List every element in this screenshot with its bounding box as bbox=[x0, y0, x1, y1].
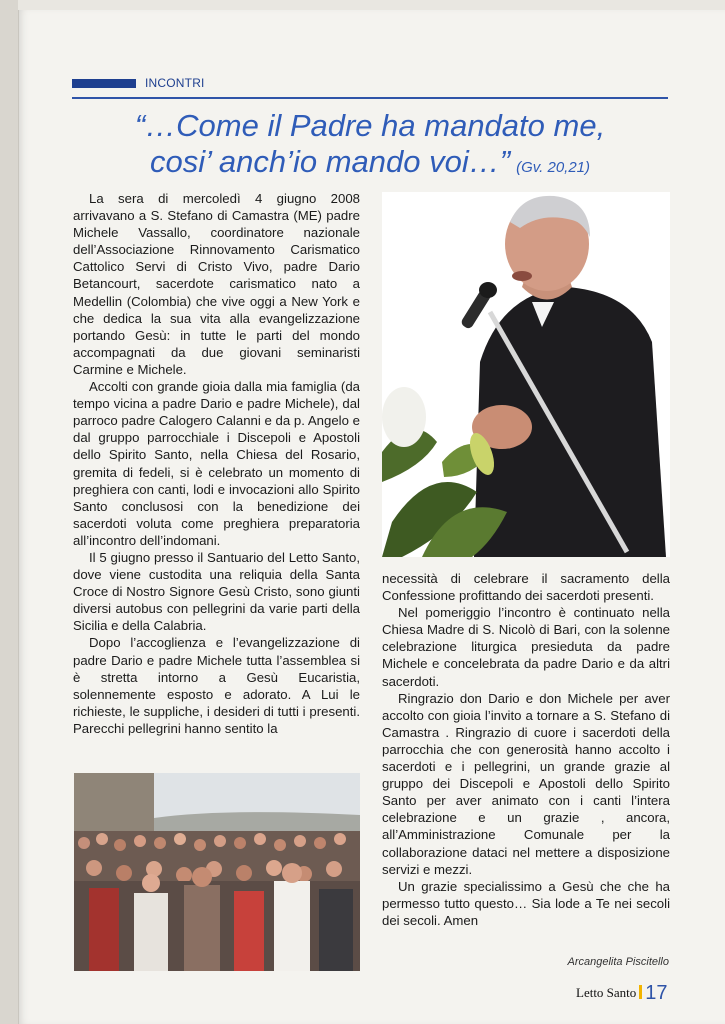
title-line-2 bbox=[80, 144, 660, 186]
section-marker-bar bbox=[72, 79, 136, 88]
page-footer bbox=[576, 982, 668, 1005]
paragraph-1: La sera di mercoledì 4 giugno 2008 arrivavano a S. Stefano di Camastra (ME) padre Michele Vassallo, coordinatore nazionale dell’Associazione Rinnovamento Carismatico Cattolico Servi di Cristo Vivo, padre Dario Betancourt, sacerdote carismatico nato a Medellin (Colombia) che vive oggi a New York e che dedica la sua vita alla evangelizzazione portando Gesù: in tutte le parti del mondo accompagnati da due giovani seminaristi Carmine e Michele. bbox=[73, 191, 360, 377]
title-citation: (Gv. 20,21) bbox=[516, 159, 591, 176]
paragraph-4: Dopo l’accoglienza e l’evangelizzazione di padre Dario e padre Michele tutta l’assemblea si è stretta intorno a Gesù Eucaristia, solennemente esposto e adorato. A Lui le richieste, le suppliche, i desideri di tutti i presenti. Parecchi pellegrini hanno sentito la bbox=[73, 635, 360, 736]
paragraph-3: Il 5 giugno presso il Santuario del Letto Santo, dove viene custodita una reliquia della Santa Croce di Nostro Signore Gesù Cristo, sono giunti diversi autobus con pellegrini da varie parti della Sicilia e della Calabria. bbox=[73, 549, 360, 634]
article-column-right bbox=[382, 570, 670, 929]
paragraph-8: Un grazie specialissimo a Gesù che che ha permesso tutto questo… Sia lode a Te nei secoli dei secoli. Amen bbox=[382, 878, 670, 928]
page-number: 17 bbox=[645, 982, 668, 1004]
section-label: INCONTRI bbox=[145, 76, 205, 90]
article-column-left bbox=[73, 190, 360, 737]
paragraph-6: Nel pomeriggio l’incontro è continuato nella Chiesa Madre di S. Nicolò di Bari, con la solenne celebrazione liturgica presieduta da padre Michele e concelebrata da padre Dario e da altri sacerdoti. bbox=[382, 605, 670, 689]
paragraph-2: Accolti con grande gioia dalla mia famiglia (da tempo vicina a padre Dario e padre Michele), dal parroco padre Calogero Calanni e da p. Angelo e dal gruppo parrocchiale i Discepoli e Apostoli dello Spirito Santo, nella Chiesa del Rosario, gremita di fedeli, si è celebrato un momento di preghiera con canti, lodi e invocazioni allo Spirito Santo conclusosi con la benedizione dei sacerdoti voluta come preghiera preparatoria all’incontro dell’indomani. bbox=[73, 379, 360, 548]
article-title bbox=[80, 108, 660, 186]
author-signature: Arcangelita Piscitello bbox=[567, 956, 669, 968]
paragraph-7: Ringrazio don Dario e don Michele per aver accolto con gioia l’invito a tornare a S. Stefano di Camastra . Ringrazio di cuore i sacerdoti della parrocchia che con generosità hanno accolto i sacerdoti e i pellegrini, un grande grazie al gruppo dei Discepoli e Apostoli dello Spirito Santo per aver animato con i canti l’intera celebrazione e un grazie , ancora, all’Amministrazione Comunale per la collaborazione dataci nel mettere a disposizione servizi e mezzi. bbox=[382, 690, 670, 877]
crowd-photo bbox=[74, 773, 360, 971]
paragraph-5: necessità di celebrare il sacramento della Confessione profittando dei sacerdoti presenti. bbox=[382, 571, 670, 604]
title-line-2-text: cosi’ anch’io mando voi…” bbox=[149, 144, 511, 179]
title-line-1: “…Come il Padre ha mandato me, bbox=[134, 108, 606, 143]
priest-photo bbox=[382, 192, 670, 557]
footer-separator bbox=[639, 985, 642, 999]
header-rule bbox=[72, 97, 668, 99]
crowd-photo-illustration bbox=[74, 773, 360, 971]
magazine-name: Letto Santo bbox=[576, 985, 637, 1000]
priest-photo-illustration bbox=[382, 192, 670, 557]
